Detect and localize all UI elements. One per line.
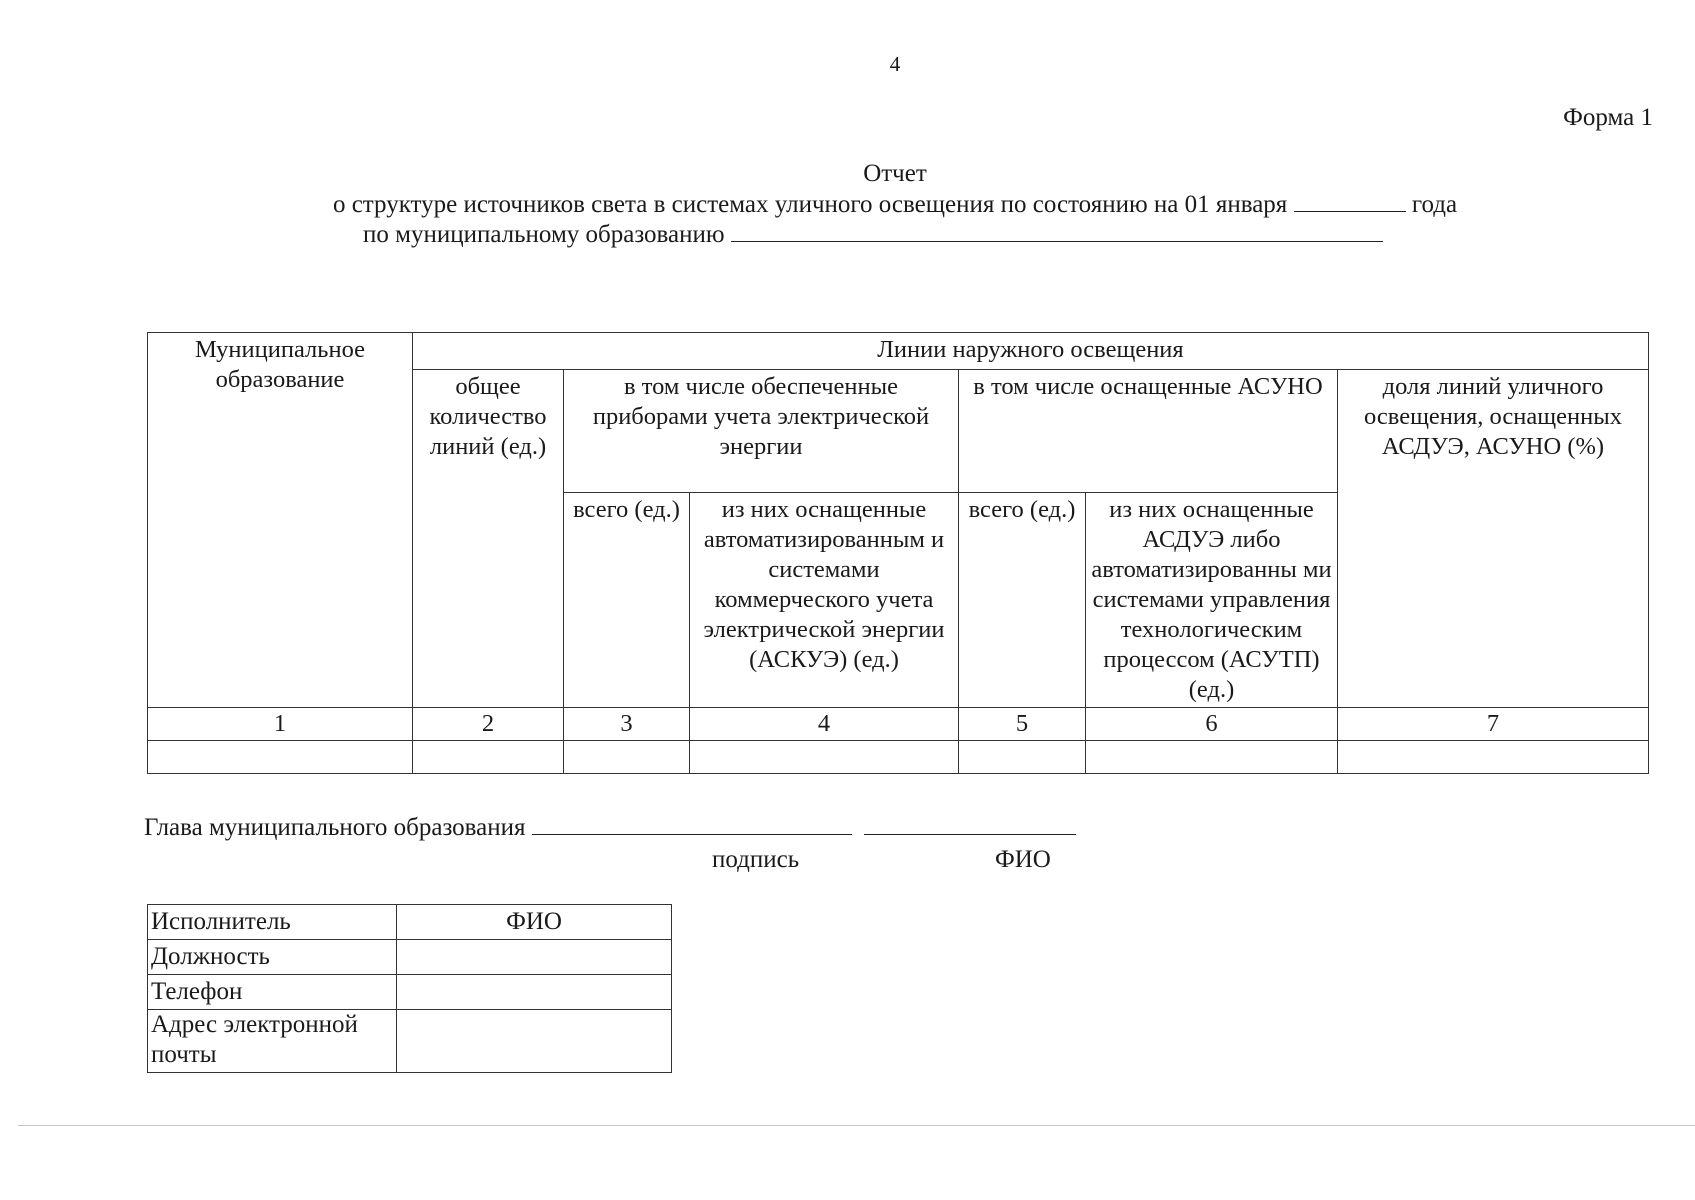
email-label: Адрес электронной почты xyxy=(148,1010,397,1073)
head-label: Глава муниципального образования xyxy=(144,814,526,841)
data-cell-asuno-total[interactable] xyxy=(959,741,1086,774)
executor-table xyxy=(147,904,672,1073)
header-total-lines: общее количество линий (ед.) xyxy=(413,370,564,708)
phone-value[interactable] xyxy=(397,975,672,1010)
table-header-row-1 xyxy=(148,333,1649,370)
column-number: 6 xyxy=(1086,708,1338,741)
column-number: 2 xyxy=(413,708,564,741)
signature-caption: подпись xyxy=(712,846,800,873)
page-number: 4 xyxy=(889,52,901,76)
column-number: 7 xyxy=(1338,708,1649,741)
header-asuno-total: всего (ед.) xyxy=(959,493,1086,708)
municipality-line-text: по муниципальному образованию xyxy=(363,221,725,248)
header-metered-group: в том числе обеспеченные приборами учета электрической энергии xyxy=(564,370,959,493)
phone-label: Телефон xyxy=(148,975,397,1010)
name-blank xyxy=(864,814,1076,835)
municipality-blank xyxy=(731,221,1383,242)
data-cell-asuno-asdue[interactable] xyxy=(1086,741,1338,774)
column-number: 1 xyxy=(148,708,413,741)
phone-row xyxy=(148,975,672,1010)
name-caption: ФИО xyxy=(995,846,1051,873)
data-cell-share[interactable] xyxy=(1338,741,1649,774)
header-asuno-group: в том числе оснащенные АСУНО xyxy=(959,370,1338,493)
position-label: Должность xyxy=(148,940,397,975)
report-heading: Отчет xyxy=(863,160,927,187)
municipality-line xyxy=(363,221,1383,249)
data-entry-row xyxy=(148,741,1649,774)
header-metered-total: всего (ед.) xyxy=(564,493,690,708)
report-subtitle xyxy=(0,191,1695,219)
email-value[interactable] xyxy=(397,1010,672,1073)
column-number: 4 xyxy=(690,708,959,741)
header-municipality: Муниципальное образование xyxy=(148,333,413,708)
column-number: 5 xyxy=(959,708,1086,741)
executor-row xyxy=(148,905,672,940)
header-metered-askue: из них оснащенные автоматизированным и системами коммерческого учета электрической энергии (АСКУЭ) (ед.) xyxy=(690,493,959,708)
page-bottom-rule xyxy=(18,1125,1695,1126)
report-subtitle-text: о структуре источников света в системах уличного освещения по состоянию на 01 января xyxy=(332,191,1288,218)
form-label: Форма 1 xyxy=(1563,104,1653,131)
report-table xyxy=(147,332,1649,774)
data-cell-municipality[interactable] xyxy=(148,741,413,774)
data-cell-metered-askue[interactable] xyxy=(690,741,959,774)
header-asuno-asdue: из них оснащенные АСДУЭ либо автоматизированны ми системами управления технологическим процессом (АСУТП) (ед.) xyxy=(1086,493,1338,708)
year-blank xyxy=(1294,191,1406,212)
header-share: доля линий уличного освещения, оснащенных АСДУЭ, АСУНО (%) xyxy=(1338,370,1649,708)
data-cell-total-lines[interactable] xyxy=(413,741,564,774)
head-signature-line xyxy=(144,814,1076,842)
column-number-row xyxy=(148,708,1649,741)
executor-value: ФИО xyxy=(397,905,672,940)
report-subtitle-suffix: года xyxy=(1411,191,1458,218)
signature-blank xyxy=(532,814,852,835)
position-row xyxy=(148,940,672,975)
column-number: 3 xyxy=(564,708,690,741)
position-value[interactable] xyxy=(397,940,672,975)
header-lighting-lines: Линии наружного освещения xyxy=(413,333,1649,370)
executor-label: Исполнитель xyxy=(148,905,397,940)
data-cell-metered-total[interactable] xyxy=(564,741,690,774)
email-row xyxy=(148,1010,672,1073)
